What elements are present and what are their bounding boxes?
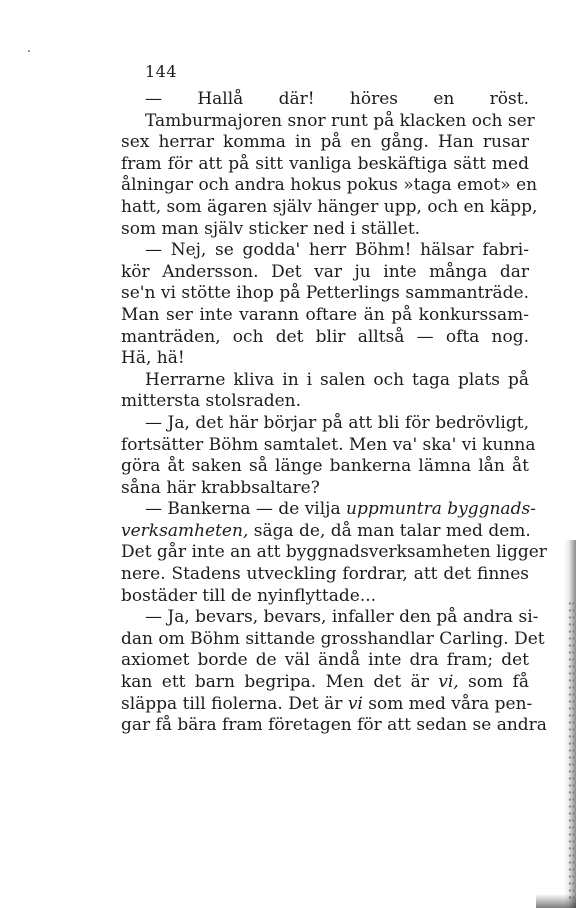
text-line: Det går inte an att byggnadsverksamheten ligger xyxy=(121,542,547,563)
text-line: Tamburmajoren snor runt på klacken och ser xyxy=(145,110,535,131)
text-line: mittersta stolsraden. xyxy=(121,391,302,412)
text-line: Hä, hä! xyxy=(121,348,185,369)
text-line: göra åt saken så länge bankerna lämna lån åt xyxy=(121,456,529,477)
text-line: kan ett barn begripa. Men det är vi, som få xyxy=(121,672,529,693)
body-text xyxy=(121,89,547,737)
text-line: kör Andersson. Det var ju inte många dar xyxy=(121,261,529,282)
italic-emphasis: vi, xyxy=(438,672,459,693)
text-line: Herrarne kliva in i salen och taga plats på xyxy=(145,369,529,390)
text-line: — Ja, bevars, bevars, infaller den på andra si- xyxy=(145,607,539,628)
italic-emphasis: verksamheten, xyxy=(121,520,249,541)
text-line: bostäder till de nyinflyttade... xyxy=(121,585,377,606)
text-line: gar få bära fram företagen för att sedan se andra xyxy=(121,715,547,736)
text-line: såna här krabbsaltare? xyxy=(121,477,320,498)
text-line: nere. Stadens utveckling fordrar, att det finnes xyxy=(121,564,529,585)
italic-emphasis: vi xyxy=(347,693,363,714)
text-line: verksamheten, säga de, då man talar med dem. xyxy=(121,520,531,541)
page-corner-shadow xyxy=(536,894,576,908)
text-line: ålningar och andra hokus pokus »taga emot» en xyxy=(121,175,538,196)
text-line: som man själv sticker ned i stället. xyxy=(121,218,421,239)
text-line: — Hallå där! höres en röst. xyxy=(145,89,529,109)
page-number: 144 xyxy=(145,62,178,81)
text-line: hatt, som ägaren själv hänger upp, och en käpp, xyxy=(121,196,538,217)
text-line: sex herrar komma in på en gång. Han rusar xyxy=(121,132,529,153)
text-line: — Bankerna — de vilja uppmuntra byggnads- xyxy=(145,499,536,520)
italic-emphasis: uppmuntra byggnads- xyxy=(346,499,536,520)
binding-edge-texture xyxy=(568,600,574,900)
text-line: Man ser inte varann oftare än på konkurssam- xyxy=(121,304,529,325)
text-line: fram för att på sitt vanliga beskäftiga sätt med xyxy=(121,153,529,174)
text-line: axiomet borde de väl ändå inte dra fram; det xyxy=(121,650,529,671)
text-line: — Ja, det här börjar på att bli för bedrövligt, xyxy=(145,412,529,433)
text-line: se'n vi stötte ihop på Petterlings sammanträde. xyxy=(121,283,529,304)
text-line: släppa till fiolerna. Det är vi som med våra pen- xyxy=(121,693,533,714)
text-line: dan om Böhm sittande grosshandlar Carling. Det xyxy=(121,628,545,649)
paper-speck xyxy=(28,50,30,52)
text-line: fortsätter Böhm samtalet. Men va' ska' vi kunna xyxy=(121,434,536,455)
text-line: — Nej, se godda' herr Böhm! hälsar fabri- xyxy=(145,240,529,261)
text-line: manträden, och det blir alltså — ofta nog. xyxy=(121,326,529,347)
